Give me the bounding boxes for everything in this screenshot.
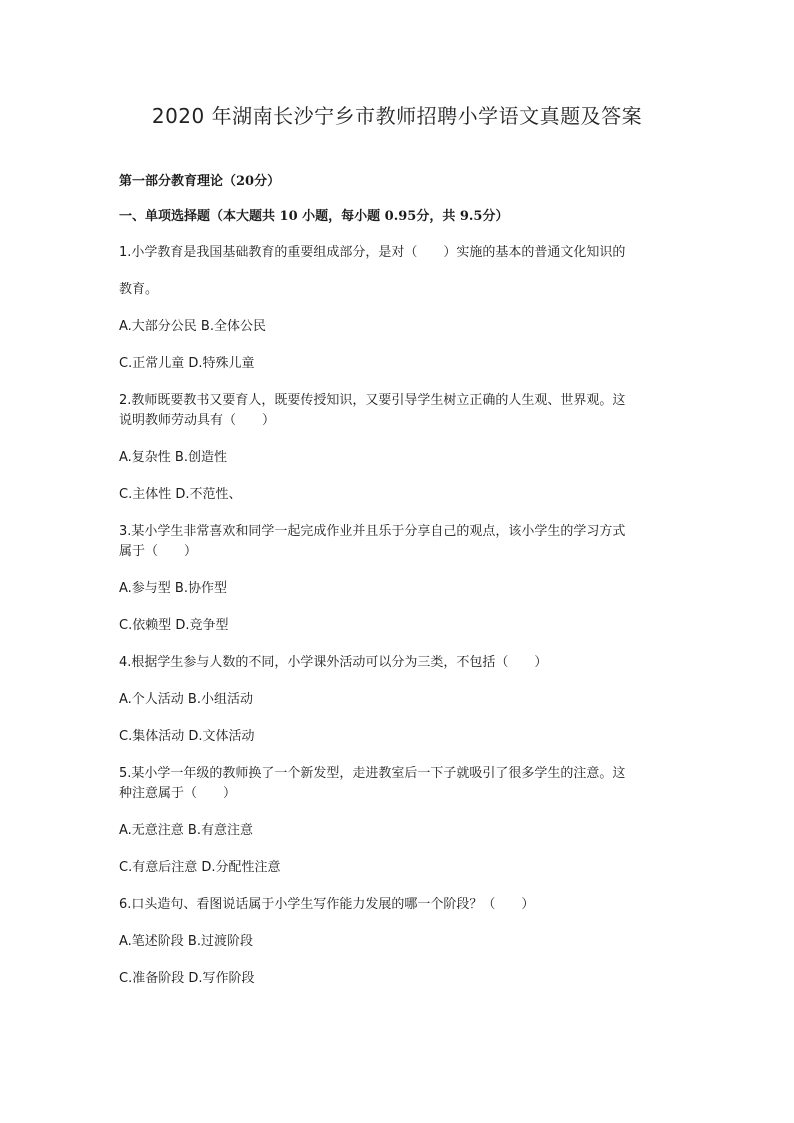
question-6-line-1: 6.口头造句、看图说话属于小学生写作能力发展的哪一个阶段？（ ） [119,897,535,912]
question-2-line-1: 2.教师既要教书又要育人，既要传授知识，又要引导学生树立正确的人生观、世界观。这 [119,393,626,408]
section-heading: 第一部分教育理论（20分） [119,174,281,189]
question-4-option-ab: A.个人活动 B.小组活动 [119,692,253,707]
subsection-heading: 一、单项选择题（本大题共 10 小题，每小题 0.95分，共 9.5分） [119,209,509,224]
question-4-line-1: 4.根据学生参与人数的不同，小学课外活动可以分为三类，不包括（ ） [119,655,548,670]
question-6-option-ab: A.笔述阶段 B.过渡阶段 [119,934,253,949]
question-3-option-ab: A.参与型 B.协作型 [119,581,227,596]
document-title: 2020 年湖南长沙宁乡市教师招聘小学语文真题及答案 [151,104,643,128]
question-5-line-2: 种注意属于（ ） [119,786,237,801]
question-3-option-cd: C.依赖型 D.竞争型 [119,618,229,633]
question-2-option-ab: A.复杂性 B.创造性 [119,450,227,465]
question-3-line-2: 属于（ ） [119,544,198,559]
question-1-line-1: 1.小学教育是我国基础教育的重要组成部分，是对（ ）实施的基本的普通文化知识的 [119,245,626,260]
question-3-line-1: 3.某小学生非常喜欢和同学一起完成作业并且乐于分享自己的观点，该小学生的学习方式 [119,524,626,539]
question-6-option-cd: C.准备阶段 D.写作阶段 [119,971,255,986]
question-4-option-cd: C.集体活动 D.文体活动 [119,729,255,744]
question-1-option-cd: C.正常儿童 D.特殊儿童 [119,356,255,371]
question-5-option-ab: A.无意注意 B.有意注意 [119,823,253,838]
question-5-line-1: 5.某小学一年级的教师换了一个新发型，走进教室后一下子就吸引了很多学生的注意。这 [119,766,626,781]
question-1-line-2: 教育。 [119,282,159,297]
question-2-line-2: 说明教师劳动具有（ ） [119,413,276,428]
question-1-option-ab: A.大部分公民 B.全体公民 [119,319,266,334]
question-5-option-cd: C.有意后注意 D.分配性注意 [119,860,281,875]
question-2-option-cd: C.主体性 D.不范性、 [119,487,242,502]
